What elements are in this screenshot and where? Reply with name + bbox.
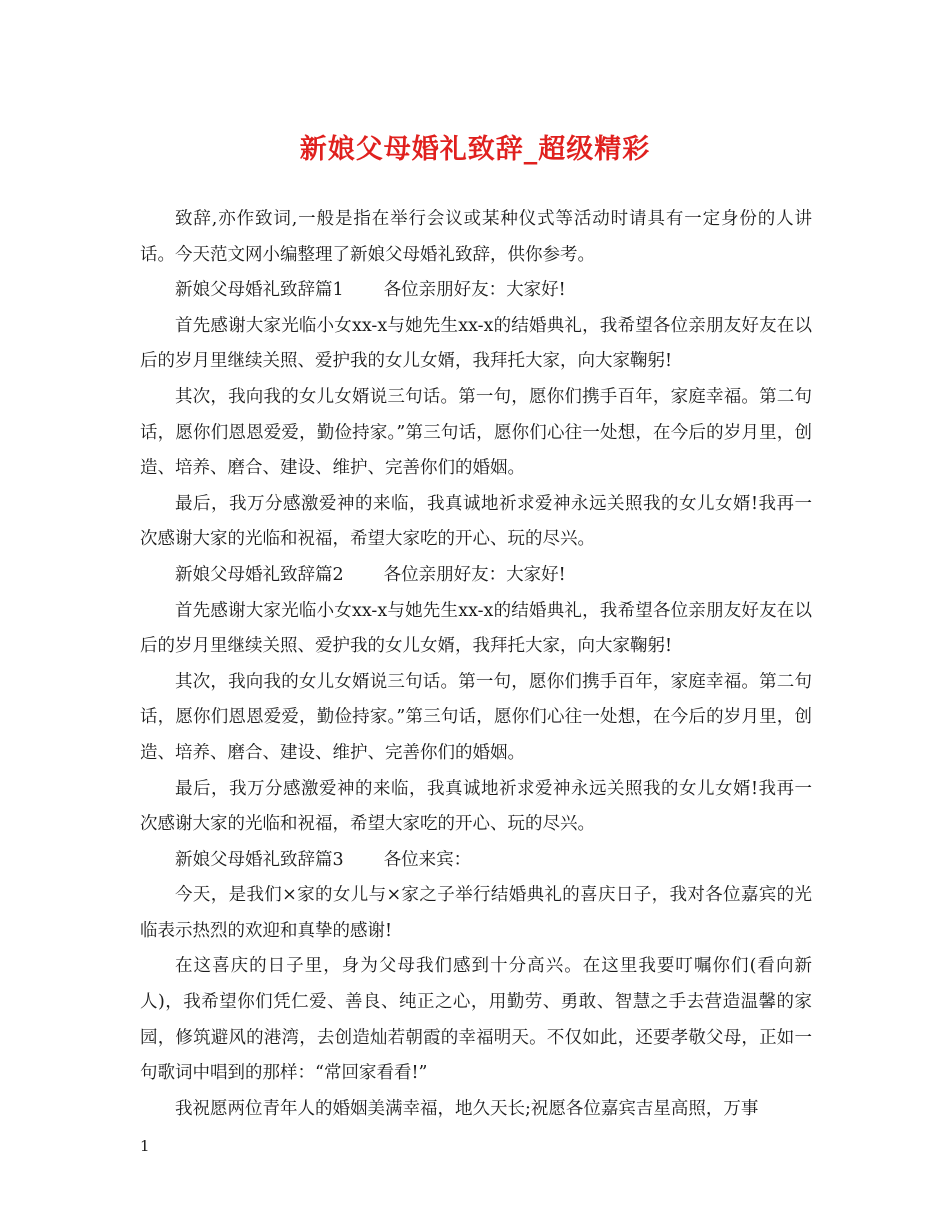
paragraph-text: 致辞,亦作致词,一般是指在举行会议或某种仪式等活动时请具有一定身份的人讲话。今天范文网小编整理了新娘父母婚礼致辞，供你参考。 [140,209,812,265]
paragraph-text: 最后，我万分感激爱神的来临，我真诚地祈求爱神永远关照我的女儿女婿!我再一次感谢大家的光临和祝福，希望大家吃的开心、玩的尽兴。 [140,778,812,835]
paragraph-text: 其次，我向我的女儿女婿说三句话。第一句，愿你们携手百年，家庭幸福。第二句话，愿你们恩恩爱爱，勤俭持家。”第三句话，愿你们心往一处想，在今后的岁月里，创造、培养、磨合、建设、维护、完善你们的婚姻。 [140,386,812,479]
paragraph [140,878,812,949]
section-heading: 新娘父母婚礼致辞篇1 [175,280,344,301]
paragraph-text: 首先感谢大家光临小女xx-x与她先生xx-x的结婚典礼，我希望各位亲朋友好友在以后的岁月里继续关照、爱护我的女儿女婿，我拜托大家，向大家鞠躬! [140,315,812,372]
document-body [140,202,812,1127]
paragraph-text: 首先感谢大家光临小女xx-x与她先生xx-x的结婚典礼，我希望各位亲朋友好友在以后的岁月里继续关照、爱护我的女儿女婿，我拜托大家，向大家鞠躬! [140,600,812,657]
page-number: 1 [140,1137,150,1155]
paragraph-text: 今天，是我们×家的女儿与×家之子举行结婚典礼的喜庆日子，我对各位嘉宾的光临表示热烈的欢迎和真挚的感谢! [140,885,812,941]
section-heading-line [140,843,812,879]
section-heading-line [140,558,812,594]
paragraph [140,594,812,665]
paragraph [140,1092,812,1128]
section-heading-line [140,273,812,309]
paragraph-text: 各位亲朋好友：大家好! [383,564,566,585]
paragraph [140,487,812,558]
paragraph-text: 在这喜庆的日子里，身为父母我们感到十分高兴。在这里我要叮嘱你们(看向新人)，我希望你们凭仁爱、善良、纯正之心，用勤劳、勇敢、智慧之手去营造温馨的家园，修筑避风的港湾，去创造灿若朝霞的幸福明天。不仅如此，还要孝敬父母，正如一句歌词中唱到的那样：“常回家看看!” [140,956,812,1084]
paragraph [140,309,812,380]
paragraph [140,949,812,1091]
paragraph [140,202,812,273]
section-heading: 新娘父母婚礼致辞篇2 [175,564,344,585]
paragraph [140,772,812,843]
paragraph-text: 我祝愿两位青年人的婚姻美满幸福，地久天长;祝愿各位嘉宾吉星高照，万事 [175,1098,759,1119]
paragraph-text: 其次，我向我的女儿女婿说三句话。第一句，愿你们携手百年，家庭幸福。第二句话，愿你们恩恩爱爱，勤俭持家。”第三句话，愿你们心往一处想，在今后的岁月里，创造、培养、磨合、建设、维护、完善你们的婚姻。 [140,671,812,763]
paragraph-text: 最后，我万分感激爱神的来临，我真诚地祈求爱神永远关照我的女儿女婿!我再一次感谢大家的光临和祝福，希望大家吃的开心、玩的尽兴。 [140,493,812,550]
paragraph-text: 各位来宾： [383,849,472,870]
section-heading: 新娘父母婚礼致辞篇3 [175,849,344,870]
paragraph [140,380,812,487]
document-title: 新娘父母婚礼致辞_超级精彩 [299,134,651,165]
paragraph-text: 各位亲朋好友：大家好! [383,280,566,301]
paragraph [140,665,812,772]
